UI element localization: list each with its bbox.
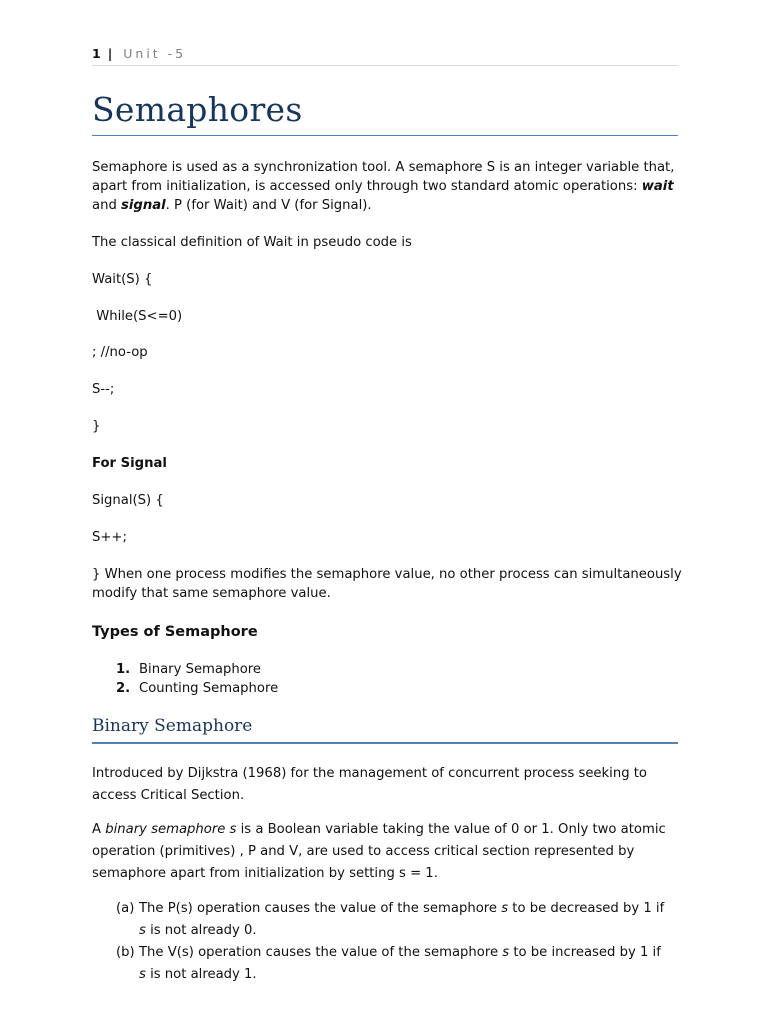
op-var: s <box>139 967 146 982</box>
page-header <box>92 46 678 66</box>
code-while: While(S<=0) <box>92 309 183 324</box>
op-var: s <box>501 901 509 916</box>
code-decrement: S--; <box>92 382 115 397</box>
op-text-pre: The P(s) operation causes the value of the semaphore <box>139 901 502 916</box>
def-a: A <box>92 822 106 837</box>
code-wait-open: Wait(S) { <box>92 272 153 287</box>
types-list <box>92 662 682 700</box>
op-label: (b) <box>116 945 135 960</box>
op-text-pre: The V(s) operation causes the value of the semaphore <box>139 945 503 960</box>
for-signal-heading: For Signal <box>92 456 167 471</box>
unit-label: Unit -5 <box>123 46 187 61</box>
page-number: 1 <box>92 46 101 61</box>
binary-intro: Introduced by Dijkstra (1968) for the management of concurrent process seeking to access Critical Section. <box>92 766 648 803</box>
op-item-b <box>92 942 682 986</box>
code-signal-open: Signal(S) { <box>92 493 164 508</box>
header-separator: | <box>107 46 113 61</box>
list-item-number: 1. <box>116 662 131 677</box>
binary-semaphore-heading: Binary Semaphore <box>92 716 678 744</box>
page-title: Semaphores <box>92 90 678 136</box>
op-text-mid: to be increased by 1 if <box>509 945 661 960</box>
op-text-post: is not already 1. <box>145 967 257 982</box>
code-increment: S++; <box>92 530 127 545</box>
op-label: (a) <box>116 901 135 916</box>
op-var: s <box>502 945 510 960</box>
op-text <box>139 942 669 986</box>
intro-text-2: . P (for Wait) and V (for Signal). <box>165 198 372 213</box>
types-heading: Types of Semaphore <box>92 624 258 640</box>
op-item-a <box>92 898 682 942</box>
intro-text-1: Semaphore is used as a synchronization tool. A semaphore S is an integer variable that, apart from initialization, is accessed only through two standard atomic operations: <box>92 160 675 194</box>
list-item-label: Counting Semaphore <box>139 681 279 696</box>
def-term: binary semaphore s <box>105 822 237 837</box>
list-item-number: 2. <box>116 681 131 696</box>
code-close: } <box>92 419 101 434</box>
classical-definition: The classical definition of Wait in pseudo code is <box>92 235 412 250</box>
intro-and: and <box>92 198 122 213</box>
list-item <box>92 662 682 681</box>
op-text-post: is not already 0. <box>145 923 257 938</box>
op-text-mid: to be decreased by 1 if <box>508 901 665 916</box>
list-item <box>92 681 682 700</box>
code-noop: ; //no-op <box>92 345 148 360</box>
wait-term: wait <box>641 179 674 194</box>
binary-definition <box>92 819 682 885</box>
closing-paragraph: } When one process modifies the semaphore value, no other process can simultaneously modify that same semaphore value. <box>92 567 682 601</box>
intro-paragraph <box>92 158 682 215</box>
def-rest: is a Boolean variable taking the value of 0 or 1. Only two atomic operation (primitives) , P and V, are used to access critical section represented by semaphore apart from initialization by setting s = 1. <box>92 822 666 881</box>
signal-term: signal <box>121 198 166 213</box>
op-var: s <box>139 923 146 938</box>
list-item-label: Binary Semaphore <box>139 662 262 677</box>
op-text <box>139 898 669 942</box>
